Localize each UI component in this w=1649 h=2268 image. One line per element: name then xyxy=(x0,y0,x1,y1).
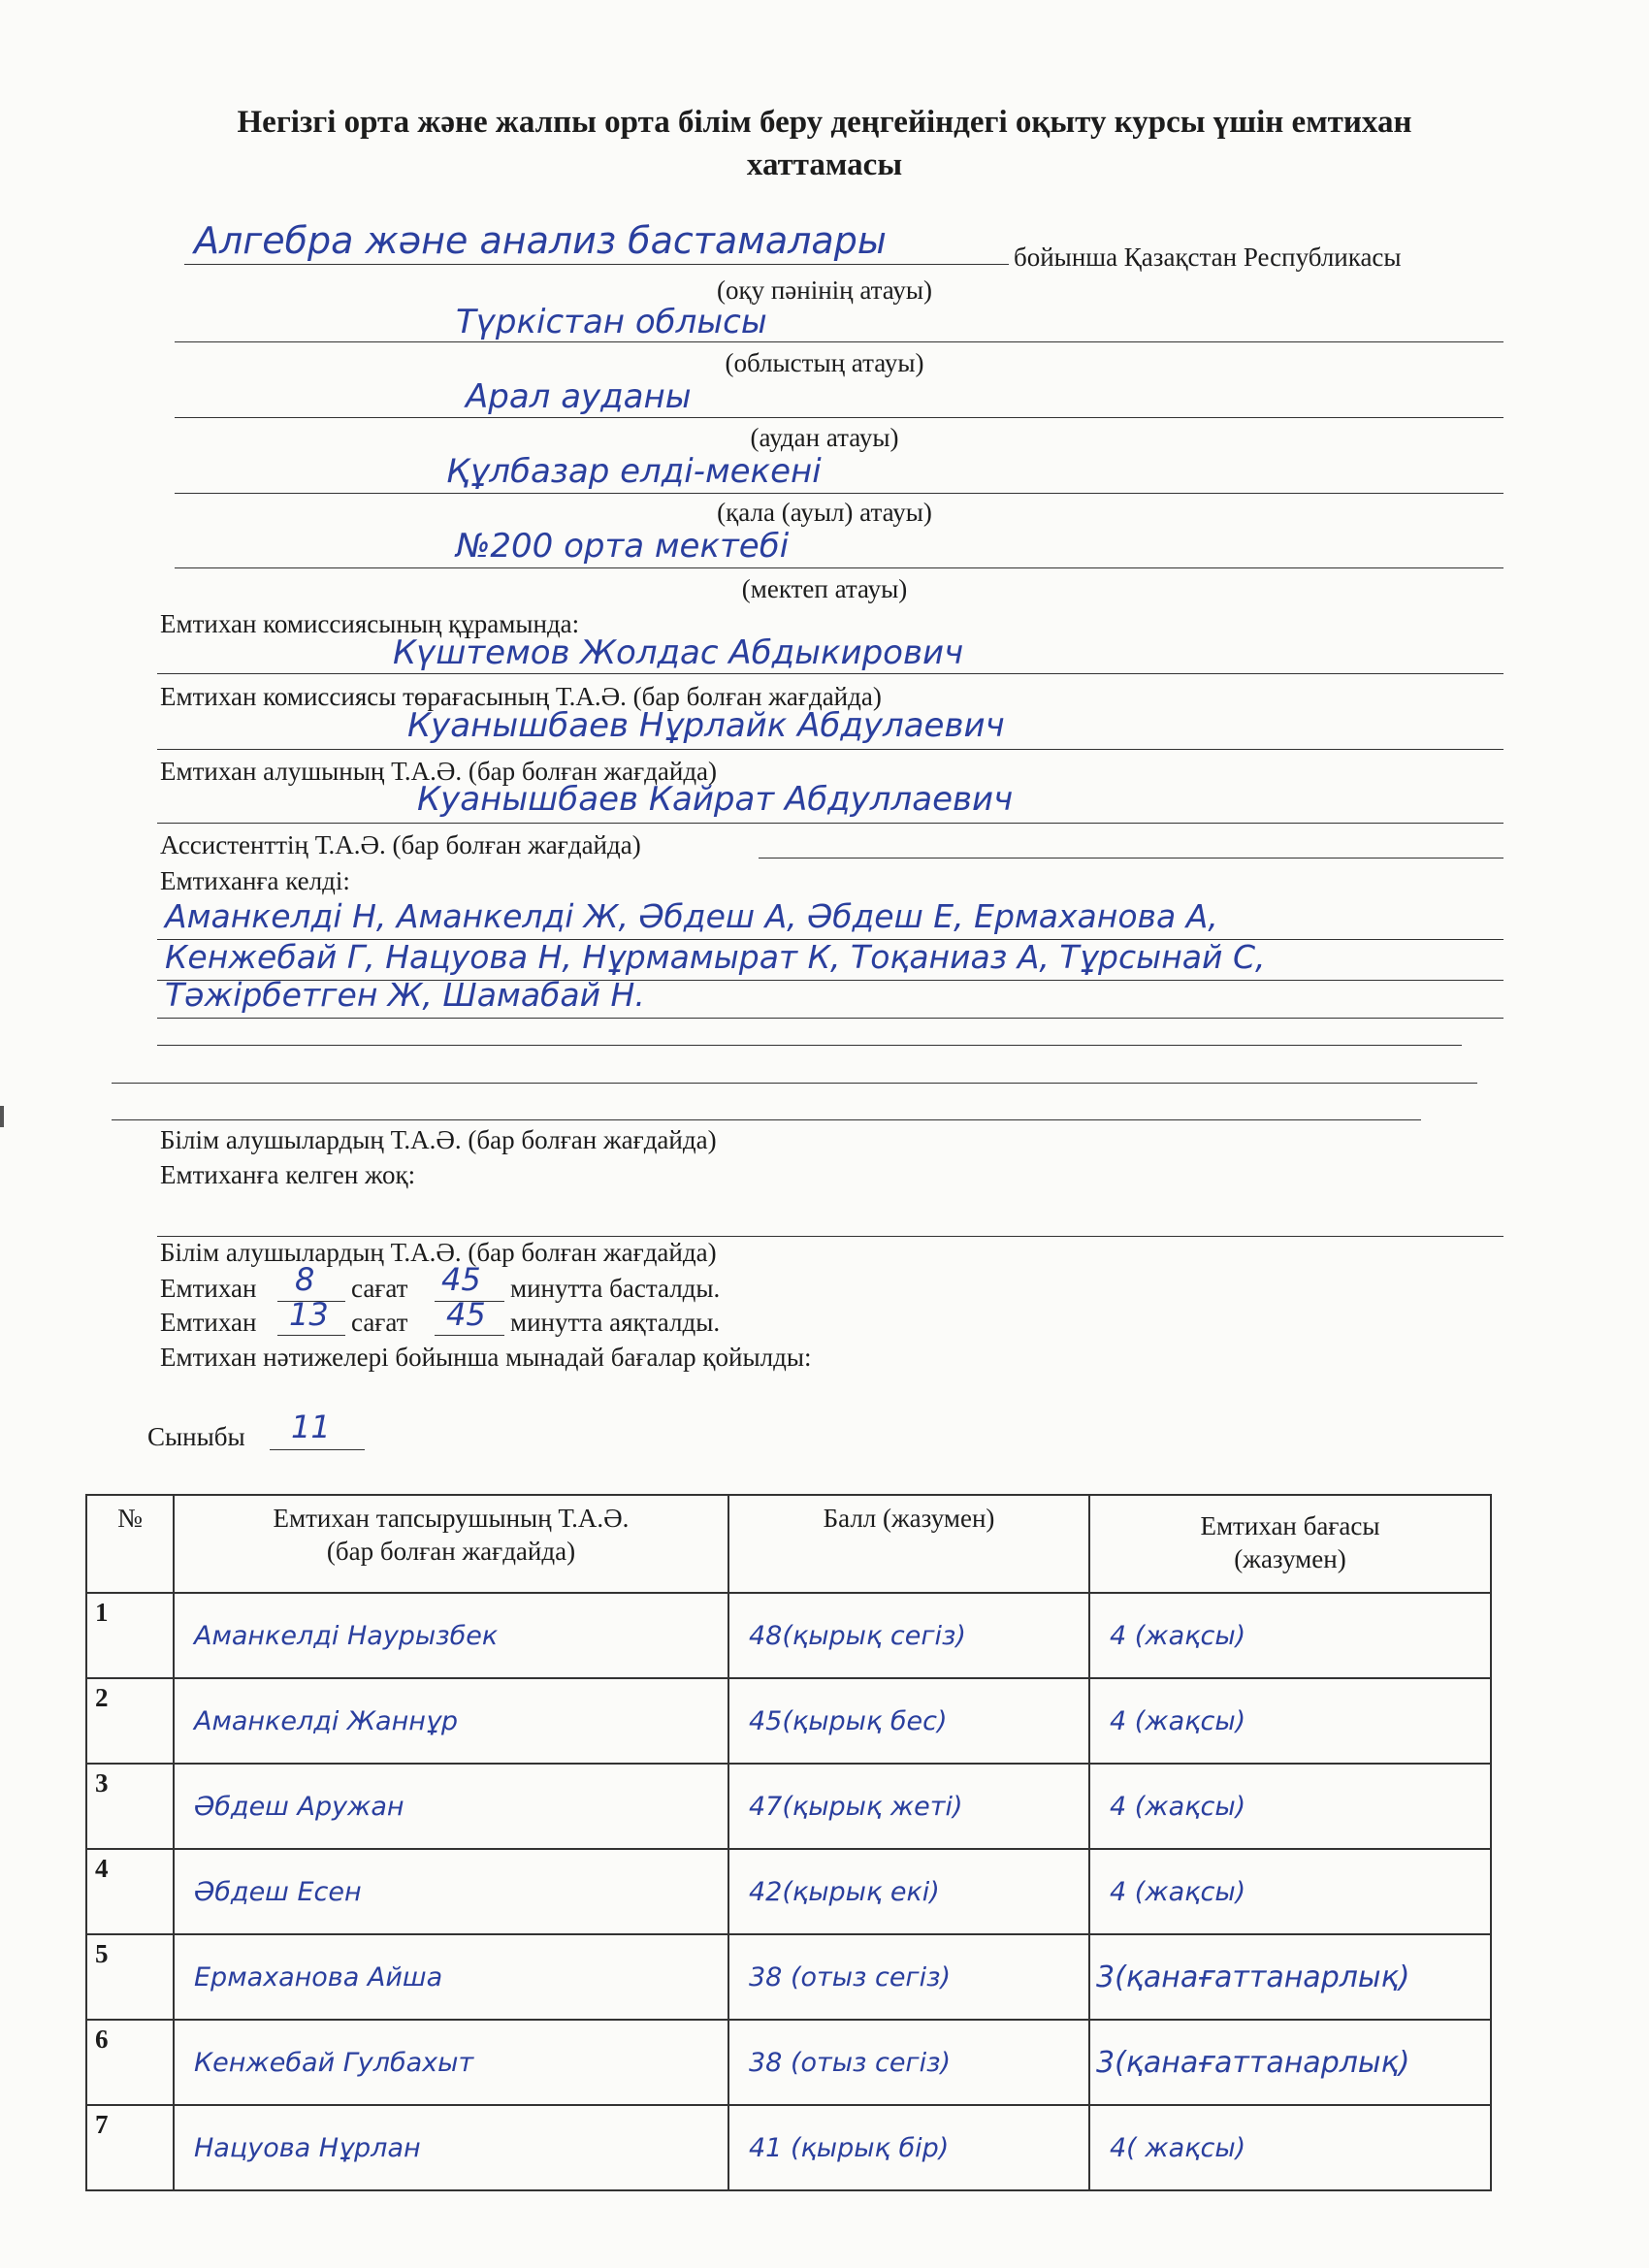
header-score: Балл (жазумен) xyxy=(728,1495,1089,1593)
end-suffix: минутта аяқталды. xyxy=(510,1308,721,1337)
header-name xyxy=(174,1495,728,1593)
student-score: 47(қырық жеті) xyxy=(728,1764,1089,1849)
examiner-line xyxy=(157,823,1504,824)
grades-table xyxy=(85,1494,1492,2191)
end-prefix: Емтихан xyxy=(160,1308,257,1337)
subject-caption: (оқу пәнінің атауы) xyxy=(716,275,933,305)
results-label: Емтихан нәтижелері бойынша мынадай бағалар қойылды: xyxy=(160,1343,812,1372)
students-label-1: Білім алушылардың Т.А.Ә. (бар болған жағдайда) xyxy=(160,1125,717,1154)
start-hour-word: сағат xyxy=(351,1274,408,1303)
class-value: 11 xyxy=(291,1409,331,1445)
district-handwritten: Арал ауданы xyxy=(466,377,692,416)
chair-line xyxy=(157,749,1504,750)
end-hour-line xyxy=(277,1335,345,1336)
student-grade: 4 (жақсы) xyxy=(1089,1764,1491,1849)
header-name-line-2: (бар болған жағдайда) xyxy=(326,1537,576,1566)
student-score: 38 (отыз сегіз) xyxy=(728,1934,1089,2020)
start-minute: 45 xyxy=(441,1261,481,1298)
student-grade: 4 (жақсы) xyxy=(1089,1593,1491,1678)
student-score: 41 (қырық бір) xyxy=(728,2105,1089,2190)
chair-label: Емтихан комиссиясы төрағасының Т.А.Ә. (бар болған жағдайда) xyxy=(160,682,882,711)
chair-name: Куанышбаев Нұрлайк Абдулаевич xyxy=(407,706,1005,745)
student-name: Әбдеш Аружан xyxy=(174,1764,728,1849)
title-line-2: хаттамасы xyxy=(746,147,903,182)
page-title xyxy=(0,101,1649,186)
row-number: 2 xyxy=(86,1678,174,1764)
row-number: 1 xyxy=(86,1593,174,1678)
row-number: 7 xyxy=(86,2105,174,2190)
district-line xyxy=(175,417,1504,418)
table-row xyxy=(86,1764,1491,1849)
region-handwritten: Түркістан облысы xyxy=(456,303,767,341)
student-grade: 4 (жақсы) xyxy=(1089,1849,1491,1934)
table-row xyxy=(86,1934,1491,2020)
row-number: 4 xyxy=(86,1849,174,1934)
commission-member: Күштемов Жолдас Абдыкирович xyxy=(393,633,964,672)
subject-line xyxy=(184,264,1009,265)
attended-line-1: Аманкелді Н, Аманкелді Ж, Әбдеш А, Әбдеш Е, Ермаханова А, xyxy=(165,897,1218,935)
student-name: Аманкелді Наурызбек xyxy=(174,1593,728,1678)
examiner-label: Емтихан алушының Т.А.Ә. (бар болған жағдайда) xyxy=(160,757,718,786)
student-score: 48(қырық сегіз) xyxy=(728,1593,1089,1678)
table-row xyxy=(86,1678,1491,1764)
header-num: № xyxy=(86,1495,174,1593)
subject-handwritten: Алгебра және анализ бастамалары xyxy=(194,219,887,262)
locality-line xyxy=(175,493,1504,494)
attended-line-3: Тәжірбетген Ж, Шамабай Н. xyxy=(165,976,645,1014)
table-row xyxy=(86,1593,1491,1678)
header-name-line-1: Емтихан тапсырушының Т.А.Ә. xyxy=(273,1504,630,1533)
region-caption: (облыстың атауы) xyxy=(725,348,924,377)
table-row xyxy=(86,2020,1491,2105)
scan-edge-mark xyxy=(0,1106,4,1127)
attended-rule-6 xyxy=(112,1119,1421,1120)
student-grade: 4( жақсы) xyxy=(1089,2105,1491,2190)
row-number: 5 xyxy=(86,1934,174,2020)
students-label-2: Білім алушылардың Т.А.Ә. (бар болған жағдайда) xyxy=(160,1238,717,1267)
student-grade: 4 (жақсы) xyxy=(1089,1678,1491,1764)
start-prefix: Емтихан xyxy=(160,1274,257,1303)
attended-line-2: Кенжебай Г, Нацуова Н, Нұрмамырат К, Тоқаниаз А, Тұрсынай С, xyxy=(165,938,1266,976)
assistant-label: Ассистенттің Т.А.Ә. (бар болған жағдайда) xyxy=(160,830,641,859)
absent-label: Емтиханға келген жоқ: xyxy=(160,1160,416,1189)
absent-line xyxy=(157,1236,1504,1237)
row-number: 3 xyxy=(86,1764,174,1849)
start-suffix: минутта басталды. xyxy=(510,1274,721,1303)
class-label: Сыныбы xyxy=(147,1422,245,1451)
header-grade-line-2: (жазумен) xyxy=(1234,1544,1346,1573)
student-grade: 3(қанағаттанарлық) xyxy=(1089,1934,1491,2020)
assistant-line xyxy=(759,858,1504,859)
student-name: Кенжебай Гулбахыт xyxy=(174,2020,728,2105)
locality-caption: (қала (ауыл) атауы) xyxy=(717,498,932,527)
examiner-name: Куанышбаев Кайрат Абдуллаевич xyxy=(417,780,1014,819)
class-line xyxy=(270,1449,365,1450)
student-name: Әбдеш Есен xyxy=(174,1849,728,1934)
student-name: Нацуова Нұрлан xyxy=(174,2105,728,2190)
end-hour-word: сағат xyxy=(351,1308,408,1337)
commission-label: Емтихан комиссиясының құрамында: xyxy=(160,609,580,638)
attended-rule-5 xyxy=(112,1083,1477,1084)
end-minute: 45 xyxy=(446,1296,486,1333)
end-minute-line xyxy=(435,1335,504,1336)
student-score: 45(қырық бес) xyxy=(728,1678,1089,1764)
table-header-row xyxy=(86,1495,1491,1593)
school-caption: (мектеп атауы) xyxy=(741,574,908,603)
header-grade xyxy=(1089,1495,1491,1593)
attended-rule-3 xyxy=(157,1018,1504,1019)
attended-label: Емтиханға келді: xyxy=(160,866,350,895)
student-score: 38 (отыз сегіз) xyxy=(728,2020,1089,2105)
school-line xyxy=(175,567,1504,568)
row-number: 6 xyxy=(86,2020,174,2105)
region-line xyxy=(175,341,1504,342)
table-row xyxy=(86,2105,1491,2190)
attended-rule-4 xyxy=(157,1045,1462,1046)
school-handwritten: №200 орта мектебі xyxy=(456,527,790,566)
student-grade: 3(қанағаттанарлық) xyxy=(1089,2020,1491,2105)
student-name: Аманкелді Жаннұр xyxy=(174,1678,728,1764)
commission-line xyxy=(157,673,1504,674)
table-row xyxy=(86,1849,1491,1934)
student-score: 42(қырық екі) xyxy=(728,1849,1089,1934)
end-hour: 13 xyxy=(289,1296,329,1333)
header-grade-line-1: Емтихан бағасы xyxy=(1200,1511,1380,1540)
locality-handwritten: Құлбазар елді-мекені xyxy=(446,452,822,491)
district-caption: (аудан атауы) xyxy=(750,423,899,452)
student-name: Ермаханова Айша xyxy=(174,1934,728,2020)
title-line-1: Негізгі орта және жалпы орта білім беру деңгейіндегі оқыту курсы үшін емтихан xyxy=(237,105,1412,140)
subject-suffix: бойынша Қазақстан Республикасы xyxy=(1014,243,1402,272)
start-hour: 8 xyxy=(295,1261,315,1298)
